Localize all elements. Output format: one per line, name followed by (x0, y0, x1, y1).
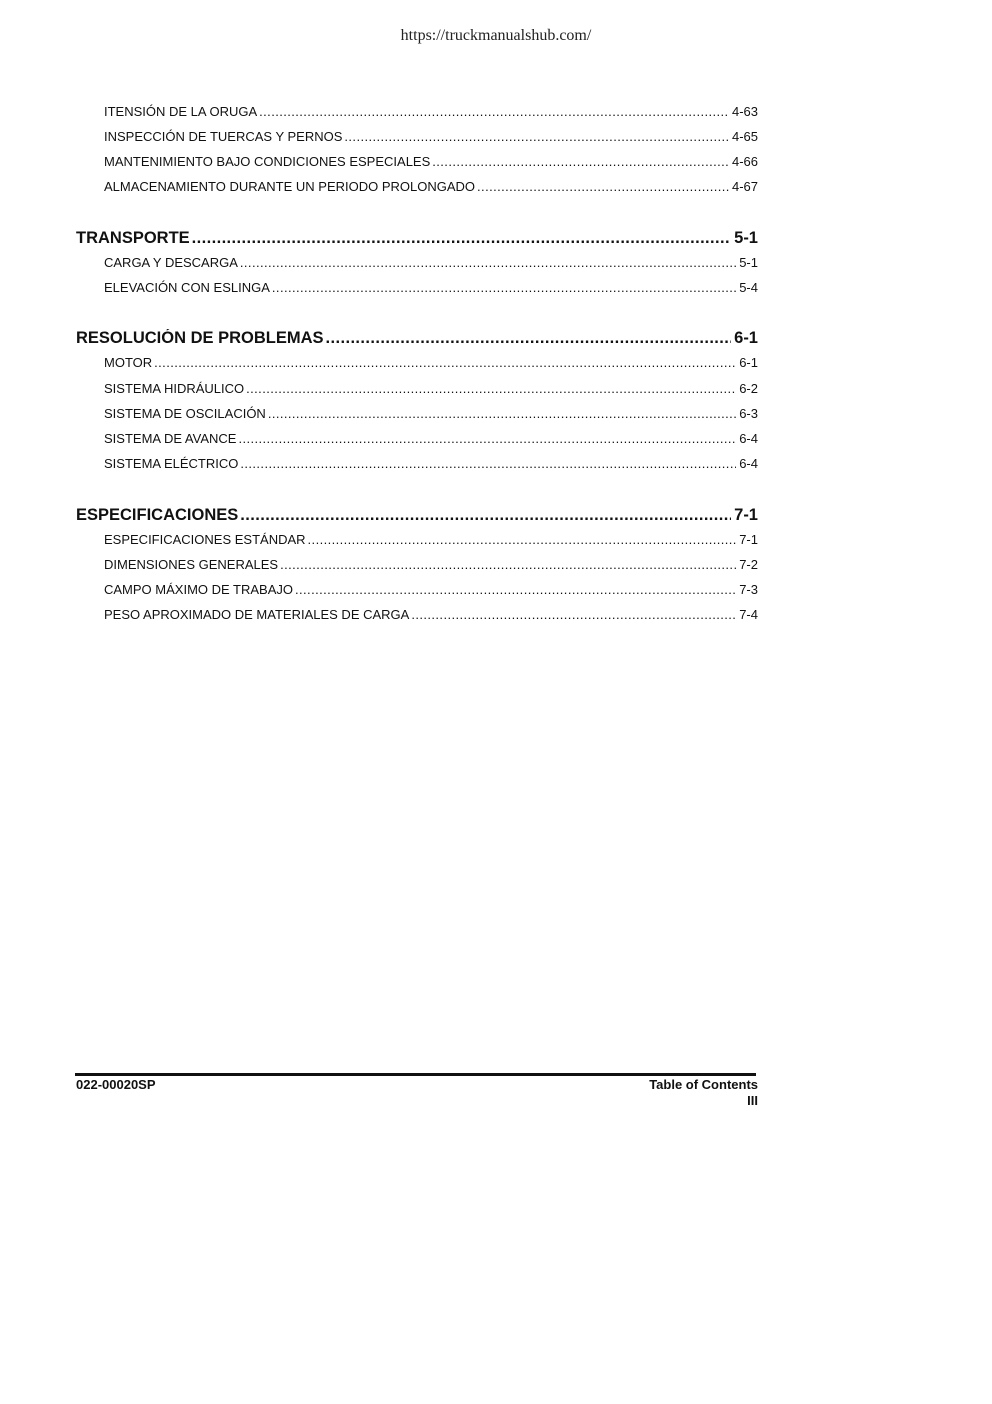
toc-entry-page: 7-3 (739, 582, 758, 597)
toc-entry-title: ITENSIÓN DE LA ORUGA (104, 104, 258, 119)
toc-entry-title: SISTEMA HIDRÁULICO (104, 381, 245, 396)
toc-entry-title: INSPECCIÓN DE TUERCAS Y PERNOS (104, 129, 343, 144)
toc-leader-dots (154, 355, 736, 370)
toc-entry-page: 4-65 (731, 129, 758, 144)
toc-section-title: RESOLUCIÓN DE PROBLEMAS (76, 329, 324, 347)
toc-leader-dots (411, 607, 736, 622)
toc-entry[interactable] (104, 154, 758, 172)
toc-entry[interactable] (104, 355, 758, 373)
toc-entry[interactable] (104, 406, 758, 424)
footer-doc-number: 022-00020SP (76, 1077, 156, 1092)
toc-leader-dots (238, 431, 736, 446)
footer-section-name: Table of Contents (649, 1077, 758, 1092)
toc-entry-page: 6-3 (739, 406, 758, 421)
toc-section-heading[interactable] (76, 229, 758, 251)
footer-page-number: III (747, 1093, 758, 1108)
toc-leader-dots (477, 179, 729, 194)
footer-info (649, 1077, 758, 1109)
toc-leader-dots (432, 154, 729, 169)
toc-entry[interactable] (104, 532, 758, 550)
toc-entry-page: 7-2 (739, 557, 758, 572)
toc-entry-title: ESPECIFICACIONES ESTÁNDAR (104, 532, 306, 547)
toc-entry-title: ALMACENAMIENTO DURANTE UN PERIODO PROLONGADO (104, 179, 476, 194)
toc-entry-page: 7-1 (739, 532, 758, 547)
toc-leader-dots (240, 255, 736, 270)
toc-entry-title: MANTENIMIENTO BAJO CONDICIONES ESPECIALES (104, 154, 431, 169)
toc-section-page: 6-1 (734, 329, 758, 347)
toc-entry-page: 6-4 (739, 431, 758, 446)
toc-entry-page: 6-2 (739, 381, 758, 396)
toc-leader-dots (308, 532, 737, 547)
toc-entry[interactable] (104, 582, 758, 600)
toc-section-title: TRANSPORTE (76, 229, 190, 247)
toc-entry[interactable] (104, 179, 758, 197)
toc-leader-dots (268, 406, 736, 421)
header-url[interactable]: https://truckmanualshub.com/ (400, 27, 592, 44)
toc-entry-title: SISTEMA DE OSCILACIÓN (104, 406, 266, 421)
toc-leader-dots (259, 104, 729, 119)
toc-entry-page: 5-4 (739, 280, 758, 295)
toc-entry-title: MOTOR (104, 355, 153, 370)
toc-entry-page: 7-4 (739, 607, 758, 622)
toc-entry[interactable] (104, 431, 758, 449)
toc-leader-dots (192, 229, 731, 248)
toc-section-page: 5-1 (734, 229, 758, 247)
toc-entry-title: CARGA Y DESCARGA (104, 255, 238, 270)
toc-leader-dots (246, 381, 736, 396)
toc-entry[interactable] (104, 456, 758, 474)
toc-leader-dots (326, 329, 732, 348)
toc-entry[interactable] (104, 280, 758, 298)
toc-entry-title: CAMPO MÁXIMO DE TRABAJO (104, 582, 294, 597)
toc-entry[interactable] (104, 381, 758, 399)
toc-entry-title: PESO APROXIMADO DE MATERIALES DE CARGA (104, 607, 410, 622)
toc-entry[interactable] (104, 255, 758, 273)
toc-section-heading[interactable] (76, 329, 758, 351)
toc-leader-dots (240, 456, 736, 471)
toc-leader-dots (280, 557, 736, 572)
toc-leader-dots (344, 129, 729, 144)
toc-leader-dots (240, 506, 731, 525)
footer-divider (75, 1073, 756, 1076)
toc-entry-page: 4-63 (731, 104, 758, 119)
toc-entry-title: SISTEMA DE AVANCE (104, 431, 237, 446)
toc-section-heading[interactable] (76, 506, 758, 528)
toc-section-page: 7-1 (734, 506, 758, 524)
toc-section-title: ESPECIFICACIONES (76, 506, 239, 524)
toc-entry[interactable] (104, 104, 758, 122)
toc-entry-page: 6-1 (739, 355, 758, 370)
toc-leader-dots (272, 280, 736, 295)
toc-entry-page: 6-4 (739, 456, 758, 471)
toc-entry-page: 4-67 (731, 179, 758, 194)
toc-leader-dots (295, 582, 736, 597)
toc-entry[interactable] (104, 557, 758, 575)
toc-entry[interactable] (104, 607, 758, 625)
toc-entry-title: DIMENSIONES GENERALES (104, 557, 279, 572)
toc-entry-title: SISTEMA ELÉCTRICO (104, 456, 239, 471)
toc-entry-page: 5-1 (739, 255, 758, 270)
toc-entry[interactable] (104, 129, 758, 147)
toc-entry-page: 4-66 (731, 154, 758, 169)
toc-entry-title: ELEVACIÓN CON ESLINGA (104, 280, 270, 295)
